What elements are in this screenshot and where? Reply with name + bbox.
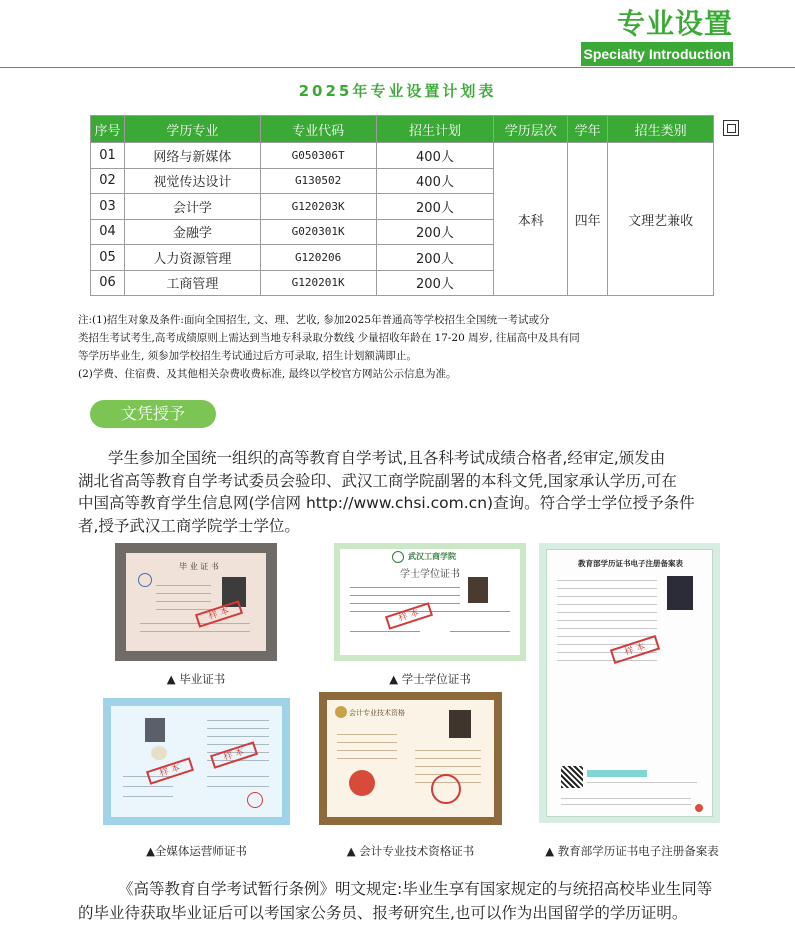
diploma-paragraph [78,447,726,537]
graduation-certificate-image [115,543,277,661]
column-header: 学年 [568,116,608,143]
emblem-icon [151,746,167,760]
major-code: G130502 [260,168,376,194]
major-name: 人力资源管理 [124,245,260,271]
chsi-logo-icon [695,804,703,812]
photo-placeholder [145,718,165,742]
major-name: 视觉传达设计 [124,168,260,194]
table-header-row [91,116,714,143]
emblem-icon [335,706,347,718]
row-number: 06 [91,270,125,296]
table-caption: 2025年专业设置计划表 [298,82,497,100]
study-years: 四年 [568,143,608,296]
row-number: 03 [91,194,125,220]
major-code: G120201K [260,270,376,296]
row-number: 02 [91,168,125,194]
certificate-title: 毕 业 证 书 [179,562,219,571]
enrollment-quota: 200人 [376,219,494,245]
enrollment-category: 文理艺兼收 [608,143,714,296]
enrollment-quota: 200人 [376,270,494,296]
column-header: 招生计划 [376,116,494,143]
column-header: 学历专业 [124,116,260,143]
qr-code-icon[interactable] [723,120,739,136]
photo-placeholder [449,710,471,738]
regulation-paragraph [78,877,726,925]
major-code: G020301K [260,219,376,245]
enrollment-quota: 400人 [376,168,494,194]
major-name: 会计学 [124,194,260,220]
paragraph-line: 的毕业待获取毕业证后可以考国家公务员、报考研究生,也可以作为出国留学的学历证明。 [78,904,688,922]
official-seal-icon [247,792,263,808]
major-name: 金融学 [124,219,260,245]
sample-stamp: 样 本 [195,600,243,628]
major-code: G120206 [260,245,376,271]
table-notes [78,311,718,383]
note-line: 类招生考试考生,高考成绩原则上需达到当地专科录取分数线 少量招收年龄在 17-20 周岁, 往届高中及具有同 [78,332,580,344]
enrollment-quota: 200人 [376,245,494,271]
section-heading-pill: 文凭授予 [90,400,216,428]
row-number: 01 [91,143,125,169]
column-header: 招生类别 [608,116,714,143]
bachelor-degree-certificate-image [334,543,526,661]
sample-stamp: 样 本 [210,741,258,769]
column-header: 序号 [91,116,125,143]
certificate-caption: ▲ 毕业证书 [166,672,226,686]
header-divider [0,67,795,68]
note-line: 等学历毕业生, 须参加学校招生考试通过后方可录取, 招生计划额满即止。 [78,350,417,362]
certificate-caption: ▲全媒体运营师证书 [146,844,247,858]
certificate-caption: ▲ 会计专业技术资格证书 [346,844,475,858]
column-header: 专业代码 [260,116,376,143]
sample-stamp: 样 本 [146,757,194,785]
row-number: 05 [91,245,125,271]
paragraph-line: 《高等教育自学考试暂行条例》明文规定:毕业生享有国家规定的与统招高校毕业生同等 [118,880,713,898]
major-code: G120203K [260,194,376,220]
note-line: (2)学费、住宿费、及其他相关杂费收费标准, 最终以学校官方网站公示信息为准。 [78,368,457,380]
certificate-title: 会计专业技术资格 [349,709,405,717]
sample-stamp: 样 本 [610,635,660,664]
national-emblem-icon [349,770,375,796]
note-line: 注:(1)招生对象及条件:面向全国招生, 文、理、艺收, 参加2025年普通高等学校招生全国统一考试或分 [78,314,550,326]
form-title: 教育部学历证书电子注册备案表 [578,559,683,568]
qr-code-icon [561,766,583,788]
certificate-caption: ▲ 学士学位证书 [389,672,471,686]
official-seal-icon [431,774,461,804]
certificate-title: 学士学位证书 [400,569,460,580]
certificate-caption: ▲ 教育部学历证书电子注册备案表 [545,844,719,858]
paragraph-line: 者,授予武汉工商学院学士学位。 [78,516,300,535]
verification-code-bar [587,770,647,777]
accounting-qualification-certificate-image [319,692,502,825]
major-name: 网络与新媒体 [124,143,260,169]
photo-placeholder [468,577,488,603]
emblem-icon [138,573,152,587]
school-logo-icon [392,551,404,563]
school-name: 武汉工商学院 [408,552,456,561]
moe-registration-form-image [539,543,720,823]
paragraph-line: 学生参加全国统一组织的高等教育自学考试,且各科考试成绩合格者,经审定,颁发由 [108,449,666,467]
enrollment-quota: 400人 [376,143,494,169]
enrollment-quota: 200人 [376,194,494,220]
photo-placeholder [667,576,693,610]
paragraph-line: 湖北省高等教育自学考试委员会验印、武汉工商学院副署的本科文凭,国家承认学历,可在 [78,471,677,490]
major-name: 工商管理 [124,270,260,296]
page-title: 专业设置 [616,7,733,40]
media-operator-certificate-image [103,698,290,825]
sample-stamp: 样 本 [385,602,433,630]
education-level: 本科 [494,143,568,296]
enrollment-plan-table [90,115,714,296]
row-number: 04 [91,219,125,245]
page-subtitle: Specialty Introduction [581,42,733,66]
table-row [91,143,714,169]
major-code: G050306T [260,143,376,169]
column-header: 学历层次 [494,116,568,143]
paragraph-line: 中国高等教育学生信息网(学信网 http://www.chsi.com.cn)查询。符合学士学位授予条件 [78,494,695,512]
